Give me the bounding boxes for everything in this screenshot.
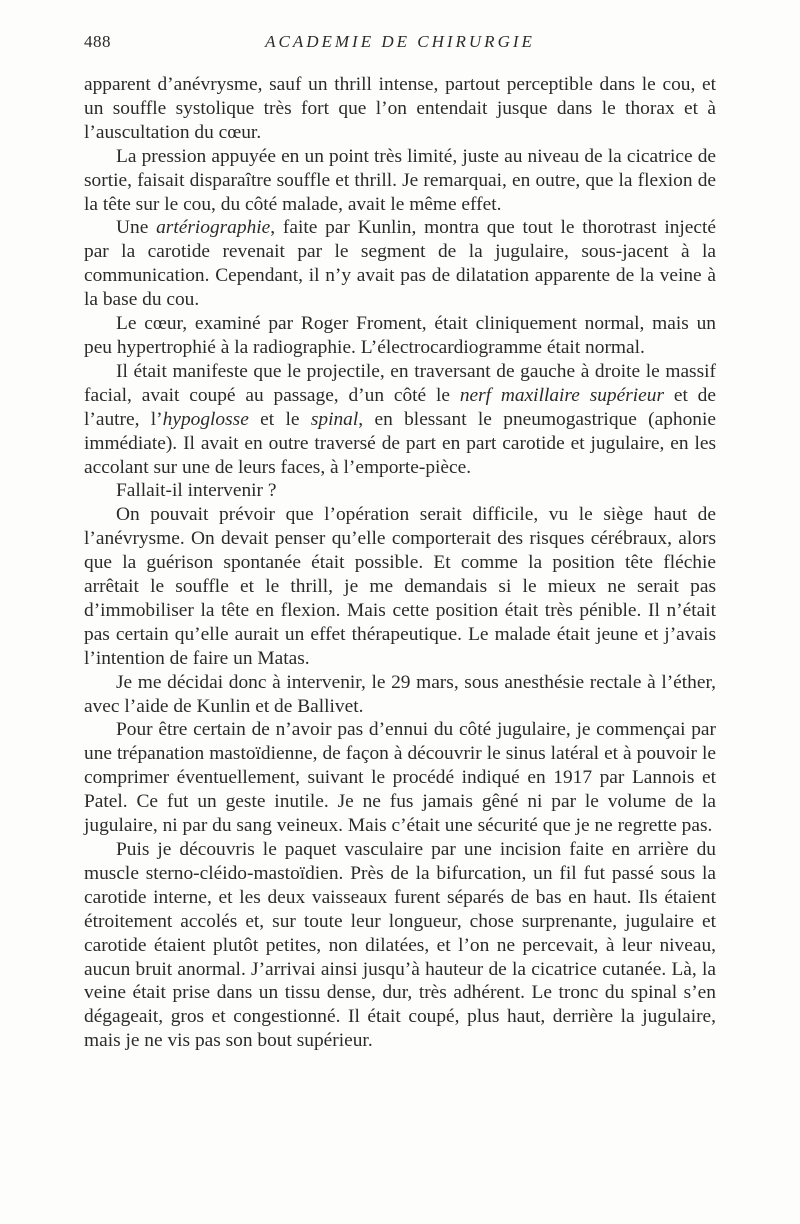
italic-term-spinal: spinal bbox=[310, 408, 359, 430]
paragraph-7 bbox=[84, 503, 716, 670]
italic-term-hypoglosse: hypoglosse bbox=[162, 408, 249, 430]
paragraph-9 bbox=[84, 718, 716, 838]
running-title: ACADEMIE DE CHIRURGIE bbox=[265, 32, 535, 51]
text-segment: Une bbox=[116, 217, 157, 239]
paragraph-1 bbox=[84, 73, 716, 145]
page-number: 488 bbox=[84, 32, 111, 51]
paragraph-6 bbox=[84, 479, 716, 503]
text-segment: et le bbox=[248, 408, 311, 430]
text-segment: Il était manifeste que le projectile, en traversant de gauche à droite le massif facial, avait coupé au passage, d’un côté le bbox=[84, 360, 716, 406]
text-segment: Le cœur, examiné par Roger Froment, était cliniquement normal, mais un peu hypertrophié à la radiographie. L’électrocardiogramme était normal. bbox=[84, 313, 716, 358]
text-segment: Fallait-il intervenir ? bbox=[116, 480, 277, 502]
paragraph-2 bbox=[84, 145, 716, 217]
text-segment: et de l’autre, l’ bbox=[84, 384, 716, 430]
text-segment: On pouvait prévoir que l’opération serait difficile, vu le siège haut de l’anévrysme. On devait penser qu’elle comporterait des risques cérébraux, alors que la guérison spontanée était possible. Et comme la position tête fléchie arrêtait le souffle et le thrill, je me demandais si le mieux ne serait pas d’immobiliser la tête en flexion. Mais cette position était très pénible. Il n’était pas certain qu’elle aurait un effet thérapeutique. Le malade était jeune et j’avais l’intention de faire un Matas. bbox=[84, 504, 716, 669]
text-segment: , faite par Kunlin, montra que tout le thorotrast injecté par la carotide revenait par le segment de la jugulaire, sous-jacent à la communication. Cependant, il n’y avait pas de dilatation apparente de la veine à la base du cou. bbox=[84, 217, 716, 311]
page-header bbox=[84, 32, 716, 56]
text-segment: apparent d’anévrysme, sauf un thrill intense, partout perceptible dans le cou, et un souffle systolique très fort que l’on entendait jusque dans le thorax et à l’auscultation du cœur. bbox=[84, 74, 716, 143]
article-body bbox=[84, 73, 716, 1053]
paragraph-4 bbox=[84, 312, 716, 360]
text-segment: Je me décidai donc à intervenir, le 29 mars, sous anesthésie rectale à l’éther, avec l’aide de Kunlin et de Ballivet. bbox=[84, 671, 716, 717]
text-segment: Puis je découvris le paquet vasculaire par une incision faite en arrière du muscle sterno-cléido-mastoïdien. Près de la bifurcation, un fil fut passé sous la carotide interne, et les deux vaisseaux furent séparés de bas en haut. Ils étaient étroitement accolés et, sur toute leur longueur, chose surprenante, jugulaire et carotide étaient plutôt petites, non dilatées, et l’on ne percevait, à leur niveau, aucun bruit anormal. J’arrivai ainsi jusqu’à hauteur de la cicatrice cutanée. Là, la veine était prise dans un tissu dense, dur, très adhérent. Le tronc du spinal s’en dégageait, gros et congestionné. Il était coupé, plus haut, derrière la jugulaire, mais je ne vis pas son bout supérieur. bbox=[84, 839, 716, 1052]
paragraph-5 bbox=[84, 360, 716, 480]
text-segment: , en blessant le pneumogastrique (aphonie immédiate). Il avait en outre traversé de part en part carotide et jugulaire, en les accolant sur une de leurs faces, à l’emporte-pièce. bbox=[84, 408, 716, 478]
italic-term-arteriographie: artériographie bbox=[156, 217, 271, 239]
paragraph-8 bbox=[84, 671, 716, 719]
italic-term-nerf-maxillaire: nerf maxillaire supérieur bbox=[459, 384, 665, 406]
paragraph-3 bbox=[84, 216, 716, 312]
text-segment: Pour être certain de n’avoir pas d’ennui du côté jugulaire, je commençai par une trépanation mastoïdienne, de façon à découvrir le sinus latéral et à pouvoir le comprimer éventuellement, suivant le procédé indiqué en 1917 par Lannois et Patel. Ce fut un geste inutile. Je ne fus jamais gêné ni par le volume de la jugulaire, ni par du sang veineux. Mais c’était une sécurité que je ne regrette pas. bbox=[84, 719, 716, 837]
paragraph-10 bbox=[84, 838, 716, 1053]
text-segment: La pression appuyée en un point très limité, juste au niveau de la cicatrice de sortie, faisait disparaître souffle et thrill. Je remarquai, en outre, que la flexion de la tête sur le cou, du côté malade, avait le même effet. bbox=[84, 145, 716, 215]
